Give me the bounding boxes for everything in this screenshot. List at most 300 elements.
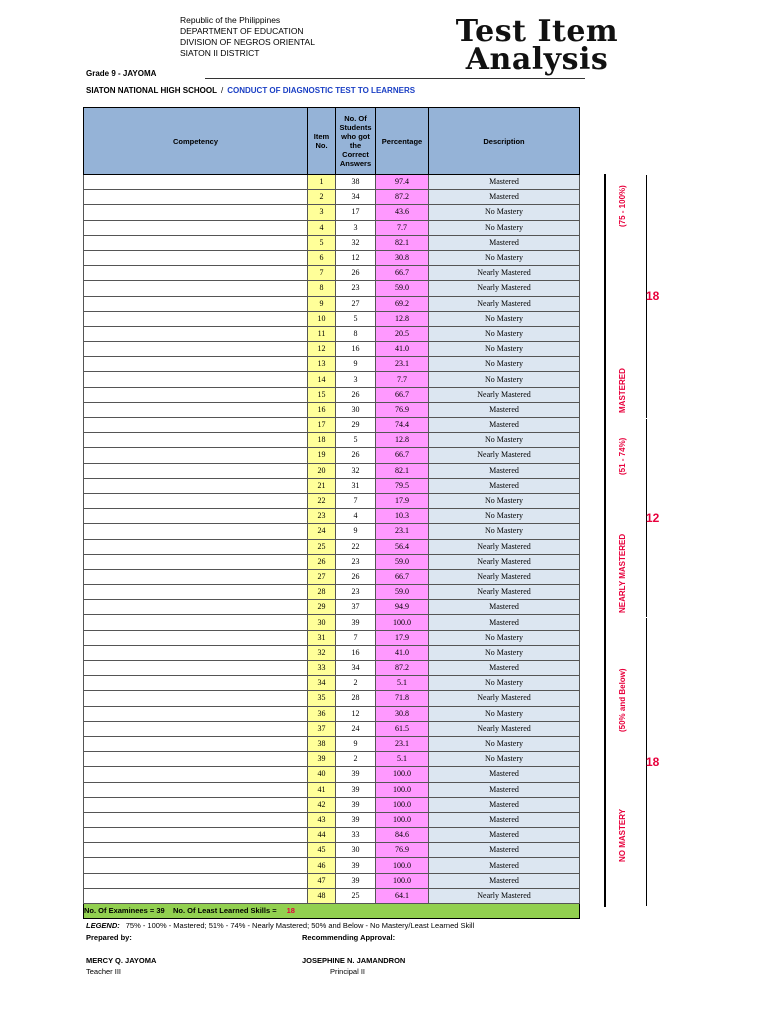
percentage-value: 7.7 xyxy=(376,220,429,235)
header-division: DIVISION OF NEGROS ORIENTAL xyxy=(180,37,315,47)
competency-cell xyxy=(84,402,308,417)
correct-count: 34 xyxy=(336,661,376,676)
percentage-value: 66.7 xyxy=(376,448,429,463)
item-number: 25 xyxy=(308,539,336,554)
item-number: 22 xyxy=(308,493,336,508)
legend xyxy=(86,921,474,930)
percentage-value: 59.0 xyxy=(376,585,429,600)
item-analysis-table xyxy=(83,107,580,919)
correct-count: 2 xyxy=(336,676,376,691)
correct-count: 39 xyxy=(336,858,376,873)
percentage-value: 17.9 xyxy=(376,493,429,508)
table-row xyxy=(84,736,580,751)
mastery-description: Mastered xyxy=(429,615,580,630)
mastery-description: Mastered xyxy=(429,463,580,478)
correct-count: 28 xyxy=(336,691,376,706)
mastery-description: No Mastery xyxy=(429,220,580,235)
mastery-description: Mastered xyxy=(429,828,580,843)
item-number: 3 xyxy=(308,205,336,220)
mastery-description: Nearly Mastered xyxy=(429,585,580,600)
competency-cell xyxy=(84,190,308,205)
summary-mastered-label-col xyxy=(605,175,647,418)
percentage-value: 76.9 xyxy=(376,402,429,417)
item-number: 48 xyxy=(308,888,336,903)
competency-cell xyxy=(84,585,308,600)
item-number: 44 xyxy=(308,828,336,843)
table-row xyxy=(84,205,580,220)
percentage-value: 97.4 xyxy=(376,175,429,190)
correct-count: 34 xyxy=(336,190,376,205)
percentage-value: 64.1 xyxy=(376,888,429,903)
percentage-value: 56.4 xyxy=(376,539,429,554)
correct-count: 8 xyxy=(336,326,376,341)
competency-cell xyxy=(84,873,308,888)
percentage-value: 10.3 xyxy=(376,509,429,524)
mastery-description: No Mastery xyxy=(429,342,580,357)
col-students: No. Of Students who got the Correct Answers xyxy=(336,108,376,175)
correct-count: 26 xyxy=(336,569,376,584)
percentage-value: 23.1 xyxy=(376,524,429,539)
percentage-value: 76.9 xyxy=(376,843,429,858)
percentage-value: 100.0 xyxy=(376,782,429,797)
mastery-description: No Mastery xyxy=(429,509,580,524)
summary-mastered: MASTERED (75 - 100%) 18 xyxy=(604,174,606,419)
item-number: 40 xyxy=(308,767,336,782)
competency-cell xyxy=(84,448,308,463)
correct-count: 30 xyxy=(336,843,376,858)
competency-cell xyxy=(84,630,308,645)
mastery-description: Mastered xyxy=(429,873,580,888)
table-row xyxy=(84,448,580,463)
competency-cell xyxy=(84,661,308,676)
item-number: 15 xyxy=(308,387,336,402)
table-row xyxy=(84,311,580,326)
mastery-description: No Mastery xyxy=(429,752,580,767)
preparer-name: MERCY Q. JAYOMA xyxy=(86,956,157,965)
item-number: 8 xyxy=(308,281,336,296)
correct-count: 26 xyxy=(336,266,376,281)
percentage-value: 82.1 xyxy=(376,235,429,250)
competency-cell xyxy=(84,752,308,767)
mastery-description: Nearly Mastered xyxy=(429,691,580,706)
school-separator: / xyxy=(220,86,224,95)
item-number: 16 xyxy=(308,402,336,417)
percentage-value: 59.0 xyxy=(376,554,429,569)
item-number: 34 xyxy=(308,676,336,691)
percentage-value: 5.1 xyxy=(376,676,429,691)
competency-cell xyxy=(84,828,308,843)
mastery-description: Mastered xyxy=(429,175,580,190)
competency-cell xyxy=(84,463,308,478)
header-district: SIATON II DISTRICT xyxy=(180,48,260,58)
competency-cell xyxy=(84,387,308,402)
grade-label: Grade 9 - JAYOMA xyxy=(86,69,157,78)
item-number: 10 xyxy=(308,311,336,326)
correct-count: 12 xyxy=(336,706,376,721)
item-number: 42 xyxy=(308,797,336,812)
table-row xyxy=(84,402,580,417)
competency-cell xyxy=(84,691,308,706)
correct-count: 23 xyxy=(336,585,376,600)
table-row xyxy=(84,296,580,311)
competency-cell xyxy=(84,493,308,508)
correct-count: 31 xyxy=(336,478,376,493)
table-row xyxy=(84,858,580,873)
conduct-title: CONDUCT OF DIAGNOSTIC TEST TO LEARNERS xyxy=(227,86,416,95)
table-row xyxy=(84,433,580,448)
correct-count: 5 xyxy=(336,311,376,326)
mastery-description: Nearly Mastered xyxy=(429,569,580,584)
item-number: 29 xyxy=(308,600,336,615)
table-row xyxy=(84,220,580,235)
mastery-description: No Mastery xyxy=(429,524,580,539)
competency-cell xyxy=(84,767,308,782)
competency-cell xyxy=(84,205,308,220)
correct-count: 39 xyxy=(336,873,376,888)
table-row xyxy=(84,812,580,827)
correct-count: 27 xyxy=(336,296,376,311)
percentage-value: 79.5 xyxy=(376,478,429,493)
competency-cell xyxy=(84,357,308,372)
legend-text: 75% - 100% - Mastered; 51% - 74% - Nearly Mastered; 50% and Below - No Mastery/Least Learned Skill xyxy=(125,921,475,930)
percentage-value: 100.0 xyxy=(376,615,429,630)
table-footer-row xyxy=(84,904,580,919)
correct-count: 9 xyxy=(336,736,376,751)
mastery-description: No Mastery xyxy=(429,706,580,721)
table-row xyxy=(84,691,580,706)
mastery-description: Nearly Mastered xyxy=(429,281,580,296)
item-number: 6 xyxy=(308,250,336,265)
header-department: DEPARTMENT OF EDUCATION xyxy=(180,26,304,36)
correct-count: 3 xyxy=(336,220,376,235)
table-row xyxy=(84,782,580,797)
competency-cell xyxy=(84,676,308,691)
item-number: 31 xyxy=(308,630,336,645)
mastery-description: Mastered xyxy=(429,418,580,433)
table-row xyxy=(84,615,580,630)
item-number: 36 xyxy=(308,706,336,721)
percentage-value: 30.8 xyxy=(376,706,429,721)
competency-cell xyxy=(84,797,308,812)
mastery-description: No Mastery xyxy=(429,630,580,645)
percentage-value: 100.0 xyxy=(376,873,429,888)
table-row xyxy=(84,478,580,493)
item-number: 33 xyxy=(308,661,336,676)
item-number: 5 xyxy=(308,235,336,250)
col-description: Description xyxy=(429,108,580,175)
mastery-description: Mastered xyxy=(429,478,580,493)
percentage-value: 7.7 xyxy=(376,372,429,387)
table-row xyxy=(84,235,580,250)
percentage-value: 61.5 xyxy=(376,721,429,736)
percentage-value: 74.4 xyxy=(376,418,429,433)
table-row xyxy=(84,357,580,372)
percentage-value: 66.7 xyxy=(376,387,429,402)
item-number: 20 xyxy=(308,463,336,478)
competency-cell xyxy=(84,175,308,190)
preparer-title: Teacher III xyxy=(86,967,122,976)
mastery-description: No Mastery xyxy=(429,311,580,326)
mastery-description: No Mastery xyxy=(429,205,580,220)
mastery-description: Nearly Mastered xyxy=(429,266,580,281)
item-number: 41 xyxy=(308,782,336,797)
table-row xyxy=(84,326,580,341)
percentage-value: 69.2 xyxy=(376,296,429,311)
percentage-value: 94.9 xyxy=(376,600,429,615)
correct-count: 3 xyxy=(336,372,376,387)
item-number: 21 xyxy=(308,478,336,493)
item-number: 30 xyxy=(308,615,336,630)
percentage-value: 20.5 xyxy=(376,326,429,341)
correct-count: 37 xyxy=(336,600,376,615)
mastery-description: Nearly Mastered xyxy=(429,721,580,736)
table-row xyxy=(84,797,580,812)
summary-nearly-label: NEARLY MASTERED xyxy=(618,533,627,613)
school-line xyxy=(86,86,415,95)
competency-cell xyxy=(84,615,308,630)
percentage-value: 12.8 xyxy=(376,433,429,448)
table-row xyxy=(84,281,580,296)
correct-count: 24 xyxy=(336,721,376,736)
legend-label: LEGEND: xyxy=(86,921,120,930)
col-item-no: Item No. xyxy=(308,108,336,175)
percentage-value: 87.2 xyxy=(376,190,429,205)
competency-cell xyxy=(84,372,308,387)
mastery-description: Mastered xyxy=(429,600,580,615)
item-number: 17 xyxy=(308,418,336,433)
mastery-description: Nearly Mastered xyxy=(429,554,580,569)
percentage-value: 100.0 xyxy=(376,767,429,782)
table-row xyxy=(84,266,580,281)
mastery-description: Nearly Mastered xyxy=(429,387,580,402)
competency-cell xyxy=(84,600,308,615)
table-row xyxy=(84,463,580,478)
correct-count: 16 xyxy=(336,645,376,660)
correct-count: 26 xyxy=(336,387,376,402)
correct-count: 9 xyxy=(336,524,376,539)
competency-cell xyxy=(84,554,308,569)
mastery-description: Mastered xyxy=(429,843,580,858)
correct-count: 7 xyxy=(336,630,376,645)
mastery-description: Nearly Mastered xyxy=(429,448,580,463)
table-row xyxy=(84,676,580,691)
correct-count: 39 xyxy=(336,812,376,827)
correct-count: 32 xyxy=(336,235,376,250)
correct-count: 22 xyxy=(336,539,376,554)
mastery-description: Mastered xyxy=(429,402,580,417)
header-divider xyxy=(205,78,585,79)
item-number: 19 xyxy=(308,448,336,463)
percentage-value: 43.6 xyxy=(376,205,429,220)
mastery-description: No Mastery xyxy=(429,645,580,660)
mastery-description: No Mastery xyxy=(429,433,580,448)
item-number: 43 xyxy=(308,812,336,827)
percentage-value: 30.8 xyxy=(376,250,429,265)
correct-count: 39 xyxy=(336,615,376,630)
competency-cell xyxy=(84,342,308,357)
table-row xyxy=(84,250,580,265)
table-row xyxy=(84,873,580,888)
header-republic: Republic of the Philippines xyxy=(180,15,281,25)
competency-cell xyxy=(84,858,308,873)
competency-cell xyxy=(84,524,308,539)
item-number: 46 xyxy=(308,858,336,873)
item-number: 32 xyxy=(308,645,336,660)
correct-count: 7 xyxy=(336,493,376,508)
school-name: SIATON NATIONAL HIGH SCHOOL xyxy=(86,86,217,95)
table-row xyxy=(84,372,580,387)
item-number: 7 xyxy=(308,266,336,281)
table-row xyxy=(84,661,580,676)
competency-cell xyxy=(84,433,308,448)
table-row xyxy=(84,569,580,584)
item-number: 9 xyxy=(308,296,336,311)
item-number: 23 xyxy=(308,509,336,524)
item-number: 13 xyxy=(308,357,336,372)
page-title xyxy=(422,14,652,77)
summary-no-mastery: NO MASTERY (50% and Below) 18 xyxy=(604,617,606,907)
correct-count: 17 xyxy=(336,205,376,220)
percentage-value: 66.7 xyxy=(376,569,429,584)
recommending-label: Recommending Approval: xyxy=(302,933,396,942)
table-row xyxy=(84,190,580,205)
mastery-description: Mastered xyxy=(429,858,580,873)
item-number: 38 xyxy=(308,736,336,751)
table-body xyxy=(84,175,580,904)
title-line-1: Test Item xyxy=(455,14,619,49)
agency-header xyxy=(180,15,315,59)
table-row xyxy=(84,387,580,402)
item-number: 14 xyxy=(308,372,336,387)
table-row xyxy=(84,888,580,903)
table-row xyxy=(84,828,580,843)
mastery-description: Nearly Mastered xyxy=(429,888,580,903)
percentage-value: 100.0 xyxy=(376,797,429,812)
approver-signature xyxy=(302,955,405,977)
item-number: 37 xyxy=(308,721,336,736)
item-number: 1 xyxy=(308,175,336,190)
table-row xyxy=(84,706,580,721)
table-row xyxy=(84,524,580,539)
approver-title: Principal II xyxy=(330,967,366,976)
competency-cell xyxy=(84,326,308,341)
examinees-count: No. Of Examinees = 39 xyxy=(84,906,165,915)
summary-nomastery-range: (50% and Below) xyxy=(618,668,627,732)
competency-cell xyxy=(84,843,308,858)
correct-count: 29 xyxy=(336,418,376,433)
competency-cell xyxy=(84,888,308,903)
percentage-value: 23.1 xyxy=(376,357,429,372)
mastery-description: Mastered xyxy=(429,661,580,676)
correct-count: 5 xyxy=(336,433,376,448)
item-number: 27 xyxy=(308,569,336,584)
table-row xyxy=(84,539,580,554)
competency-cell xyxy=(84,296,308,311)
approver-name: JOSEPHINE N. JAMANDRON xyxy=(302,956,406,965)
mastery-description: No Mastery xyxy=(429,736,580,751)
correct-count: 2 xyxy=(336,752,376,767)
competency-cell xyxy=(84,220,308,235)
mastery-description: Nearly Mastered xyxy=(429,539,580,554)
competency-cell xyxy=(84,266,308,281)
percentage-value: 87.2 xyxy=(376,661,429,676)
table-header-row xyxy=(84,108,580,175)
mastery-description: No Mastery xyxy=(429,676,580,691)
percentage-value: 41.0 xyxy=(376,645,429,660)
competency-cell xyxy=(84,721,308,736)
correct-count: 4 xyxy=(336,509,376,524)
percentage-value: 82.1 xyxy=(376,463,429,478)
correct-count: 39 xyxy=(336,767,376,782)
correct-count: 30 xyxy=(336,402,376,417)
table-row xyxy=(84,843,580,858)
mastery-description: No Mastery xyxy=(429,250,580,265)
table-row xyxy=(84,418,580,433)
table-row xyxy=(84,767,580,782)
percentage-value: 100.0 xyxy=(376,812,429,827)
mastery-description: Nearly Mastered xyxy=(429,296,580,311)
item-number: 26 xyxy=(308,554,336,569)
table-row xyxy=(84,554,580,569)
competency-cell xyxy=(84,645,308,660)
percentage-value: 23.1 xyxy=(376,736,429,751)
table-row xyxy=(84,342,580,357)
table-row xyxy=(84,645,580,660)
competency-cell xyxy=(84,706,308,721)
item-number: 47 xyxy=(308,873,336,888)
item-number: 45 xyxy=(308,843,336,858)
correct-count: 23 xyxy=(336,281,376,296)
summary-nearly-label-col xyxy=(605,419,647,617)
correct-count: 39 xyxy=(336,797,376,812)
summary-nomastery-label-col xyxy=(605,618,647,906)
competency-cell xyxy=(84,281,308,296)
item-number: 11 xyxy=(308,326,336,341)
item-number: 35 xyxy=(308,691,336,706)
least-learned-value: 18 xyxy=(286,906,295,915)
table-row xyxy=(84,600,580,615)
competency-cell xyxy=(84,311,308,326)
competency-cell xyxy=(84,539,308,554)
table-row xyxy=(84,630,580,645)
item-number: 12 xyxy=(308,342,336,357)
correct-count: 38 xyxy=(336,175,376,190)
competency-cell xyxy=(84,736,308,751)
item-number: 24 xyxy=(308,524,336,539)
correct-count: 12 xyxy=(336,250,376,265)
percentage-value: 66.7 xyxy=(376,266,429,281)
competency-cell xyxy=(84,509,308,524)
table-row xyxy=(84,509,580,524)
mastery-description: Mastered xyxy=(429,767,580,782)
col-competency: Competency xyxy=(84,108,308,175)
table-row xyxy=(84,721,580,736)
percentage-value: 100.0 xyxy=(376,858,429,873)
table-row xyxy=(84,175,580,190)
prepared-by-label: Prepared by: xyxy=(86,933,132,942)
mastery-description: No Mastery xyxy=(429,493,580,508)
least-learned-label: No. Of Least Learned Skills = xyxy=(173,906,277,915)
item-number: 4 xyxy=(308,220,336,235)
competency-cell xyxy=(84,235,308,250)
preparer-signature xyxy=(86,955,156,977)
correct-count: 9 xyxy=(336,357,376,372)
summary-mastered-label: MASTERED xyxy=(618,368,627,413)
table-row xyxy=(84,493,580,508)
percentage-value: 84.6 xyxy=(376,828,429,843)
percentage-value: 41.0 xyxy=(376,342,429,357)
percentage-value: 59.0 xyxy=(376,281,429,296)
